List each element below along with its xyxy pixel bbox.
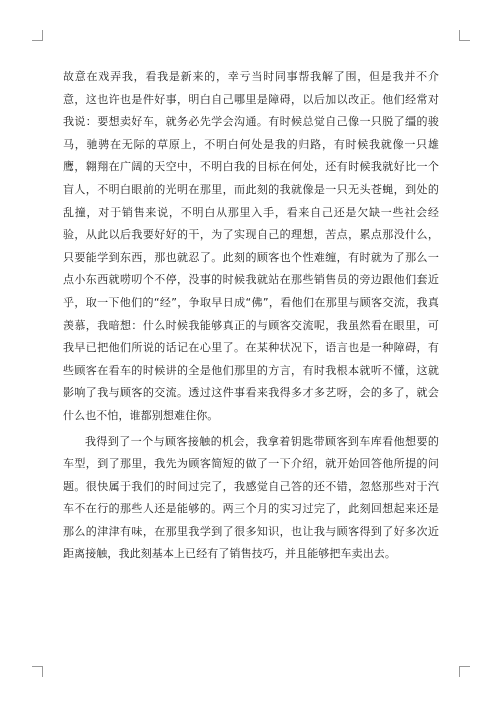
crop-mark-top-right [459,30,470,41]
crop-mark-bottom-left [32,666,43,677]
crop-mark-bottom-right [459,666,470,677]
paragraph-2: 我得到了一个与顾客接触的机会，我拿着钥匙带顾客到车库看他想要的车型，到了那里，我先为顾客简短的做了一下介绍，就开始回答他所提的问题。很快属于我们的时间过完了，我感觉自己答的还不错，忽悠那些对于汽车不在行的那些人还是能够的。两三个月的实习过完了，此刻回想起来还是那么的津津有味，在那里我学到了很多知识，也让我与顾客得到了好多次近距离接触，我此刻基本上已经有了销售技巧，并且能够把车卖出去。 [63,434,439,561]
paragraph-1: 故意在戏弄我，看我是新来的，幸亏当时同事帮我解了围，但是我并不介意，这也许也是件好事，明白自己哪里是障碍，以后加以改正。他们经常对我说：要想卖好车，就务必先学会沟通。有时候总觉自己像一只脱了缰的骏马，驰骋在无际的草原上，不明白何处是我的归路，有时候我就像一只雄鹰，翱翔在广阔的天空中，不明白我的目标在何处，还有时候我就好比一个盲人，不明白眼前的光明在那里，而此刻的我就像是一只无头苍蝇，到处的乱撞，对于销售来说，不明白从那里入手，看来自己还是欠缺一些社会经验，从此以后我要好好的干，为了实现自己的理想，苦点，累点那没什么，只要能学到东西，那也就忍了。此刻的顾客也个性难缠，有时就为了那么一点小东西就唠叨个不停，没事的时候我就站在那些销售员的旁边跟他们套近乎，取一下他们的“经”，争取早日成“佛”，看他们在那里与顾客交流，我真羡慕，我暗想：什么时候我能够真正的与顾客交流呢，我虽然看在眼里，可我早已把他们所说的话记在心里了。在某种状况下，语言也是一种障碍，有些顾客在看车的时候讲的全是他们那里的方言，有时我根本就听不懂，这就影响了我与顾客的交流。透过这件事看来我得多才多艺呀，会的多了，就会什么也不怕，谁都别想难住你。 [63,70,439,422]
body-text [63,66,439,566]
crop-mark-top-left [32,30,43,41]
